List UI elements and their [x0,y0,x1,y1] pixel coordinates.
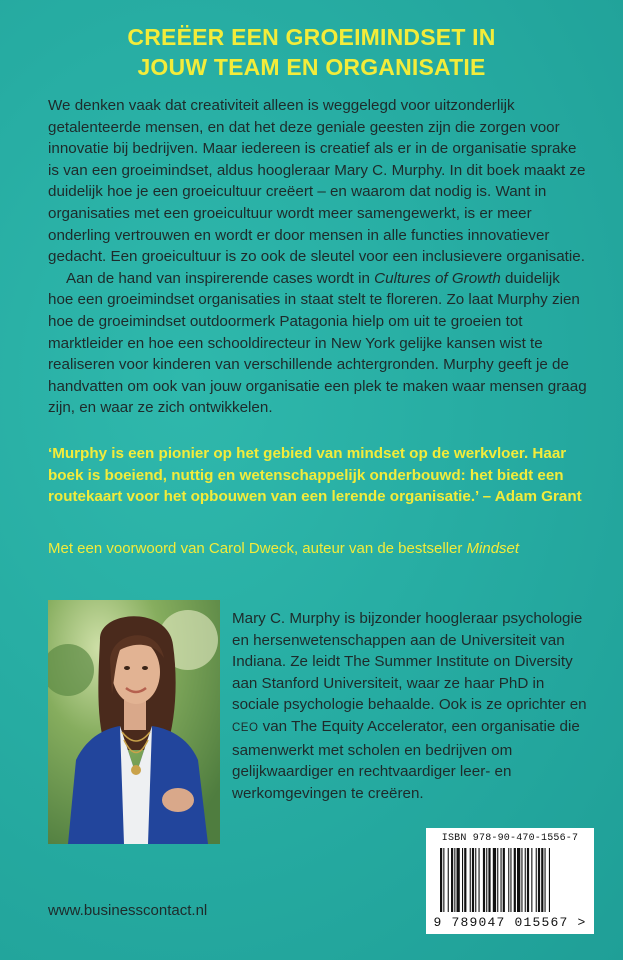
quote-text: ‘Murphy is een pionier op het gebied van mindset op de werkvloer. Haar boek is boeiend, nuttig en wetenschappelijk onderbouwd: het biedt een routekaart voor het opbouwen van een lerende organisatie.’ [48,445,567,506]
quote-author: – Adam Grant [482,488,582,506]
bio-ceo-abbrev: CEO [232,721,259,734]
bio-text-after: van The Equity Accelerator, een organisatie die samenwerkt met scholen en bedrijven om gelijkwaardiger en rechtvaardiger leer- en werkomgevingen te creëren. [232,717,580,802]
foreword-text: Met een voorwoord van Carol Dweck, auteur van de bestseller [48,540,467,557]
blurb-p2-before: Aan de hand van inspirerende cases wordt in [66,269,375,287]
author-bio [232,608,592,804]
author-portrait-illustration [48,600,220,844]
isbn-label: ISBN 978-90-470-1556-7 [441,833,579,844]
book-title-italic: Cultures of Growth [374,269,501,287]
author-photo [48,600,220,844]
blurb [48,95,588,419]
foreword-note [48,538,588,559]
bio-text-before: Mary C. Murphy is bijzonder hoogleraar psychologie en hersenwetenschappen aan de Universiteit van Indiana. Ze leidt The Summer Institute on Diversity aan Stanford Universiteit, waar ze haar PhD in sociale psychologie behaalde. Ook is ze oprichter en [232,610,587,714]
blurb-paragraph-1: We denken vaak dat creativiteit alleen is weggelegd voor uitzonderlijk getalenteerde mensen, en dat het deze geniale geesten zijn die zorgen voor innovatie bij bedrijven. Maar iedereen is creatief als er in de organisatie sprake is van een groeimindset, aldus hoogleraar Mary C. Murphy. In dit boek maakt ze duidelijk hoe je een groeicultuur creëert – en waarom dat nodig is. Want in organisaties met een groeicultuur wordt meer samengewerkt, is er meer onderling vertrouwen en wordt er door mensen in alle functies innovatiever gedacht. Een groeicultuur is zo ook de sleutel voor een inclusievere organisatie. [48,97,586,266]
title-line-1: CREËER EEN GROEIMINDSET IN [127,24,496,50]
isbn-barcode [426,828,594,934]
endorsement-quote [48,443,593,508]
barcode-digits: 9 789047 015567 > [433,915,587,930]
publisher-website: www.businesscontact.nl [48,902,208,919]
cover-title [0,22,623,82]
blurb-paragraph-2 [48,268,588,419]
blurb-p2-after: duidelijk hoe een groeimindset organisaties in staat stelt te floreren. Zo laat Murphy zien hoe de groeimindset outdoormerk Patagonia hielp om uit te groeien tot marktleider en hoe een schooldirecteur in New York gelijke kansen wist te realiseren voor kinderen van verschillende achtergronden. Murphy geeft je de handvatten om ook van jouw organisatie een plek te maken waar mensen graag zijn, en waar ze zich ontwikkelen. [48,269,587,417]
title-line-2: JOUW TEAM EN ORGANISATIE [137,54,486,80]
foreword-book: Mindset [466,540,520,557]
